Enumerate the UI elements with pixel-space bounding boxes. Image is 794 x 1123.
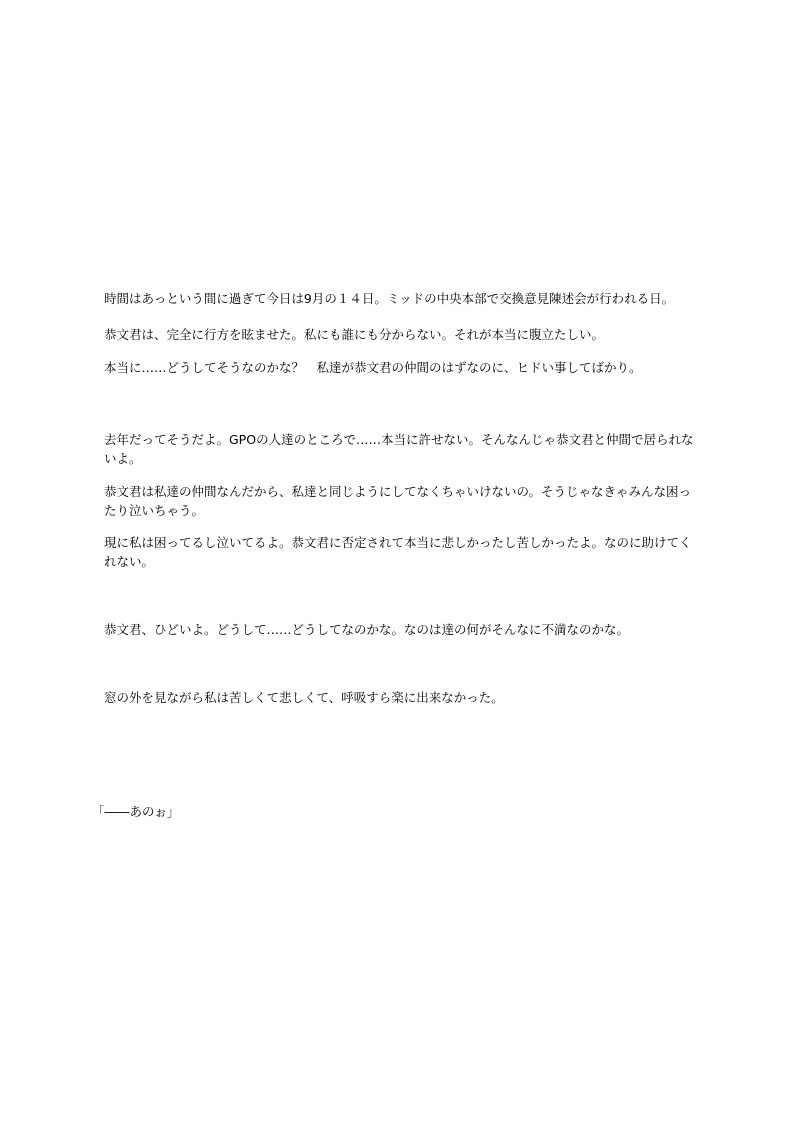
paragraph-9-dialogue: 「――あのぉ」 [92, 804, 180, 819]
paragraph-4: 去年だってそうだよ。GPOの人達のところで……本当に許せない。そんなんじゃ恭文君と仲間で居られないよ。 [104, 432, 694, 466]
paragraph-7: 恭文君、ひどいよ。どうして……どうしてなのかな。なのは達の何がそんなに不満なのかな。 [104, 622, 630, 637]
paragraph-2: 恭文君は、完全に行方を眩ませた。私にも誰にも分からない。それが本当に腹立たしい。 [104, 327, 605, 342]
paragraph-1: 時間はあっという間に過ぎて今日は9月の１４日。ミッドの中央本部で交換意見陳述会が行われる日。 [104, 291, 675, 306]
paragraph-6: 現に私は困ってるし泣いてるよ。恭文君に否定されて本当に悲しかったし苦しかったよ。なのに助けてくれない。 [104, 535, 692, 569]
paragraph-5: 恭文君は私達の仲間なんだから、私達と同じようにしてなくちゃいけないの。そうじゃなきゃみんな困ったり泣いちゃう。 [104, 484, 692, 518]
paragraph-8: 窓の外を見ながら私は苦しくて悲しくて、呼吸すら楽に出来なかった。 [104, 690, 504, 705]
paragraph-3: 本当に……どうしてそうなのかな？ 私達が恭文君の仲間のはずなのに、ヒドい事してばかり。 [104, 360, 642, 375]
